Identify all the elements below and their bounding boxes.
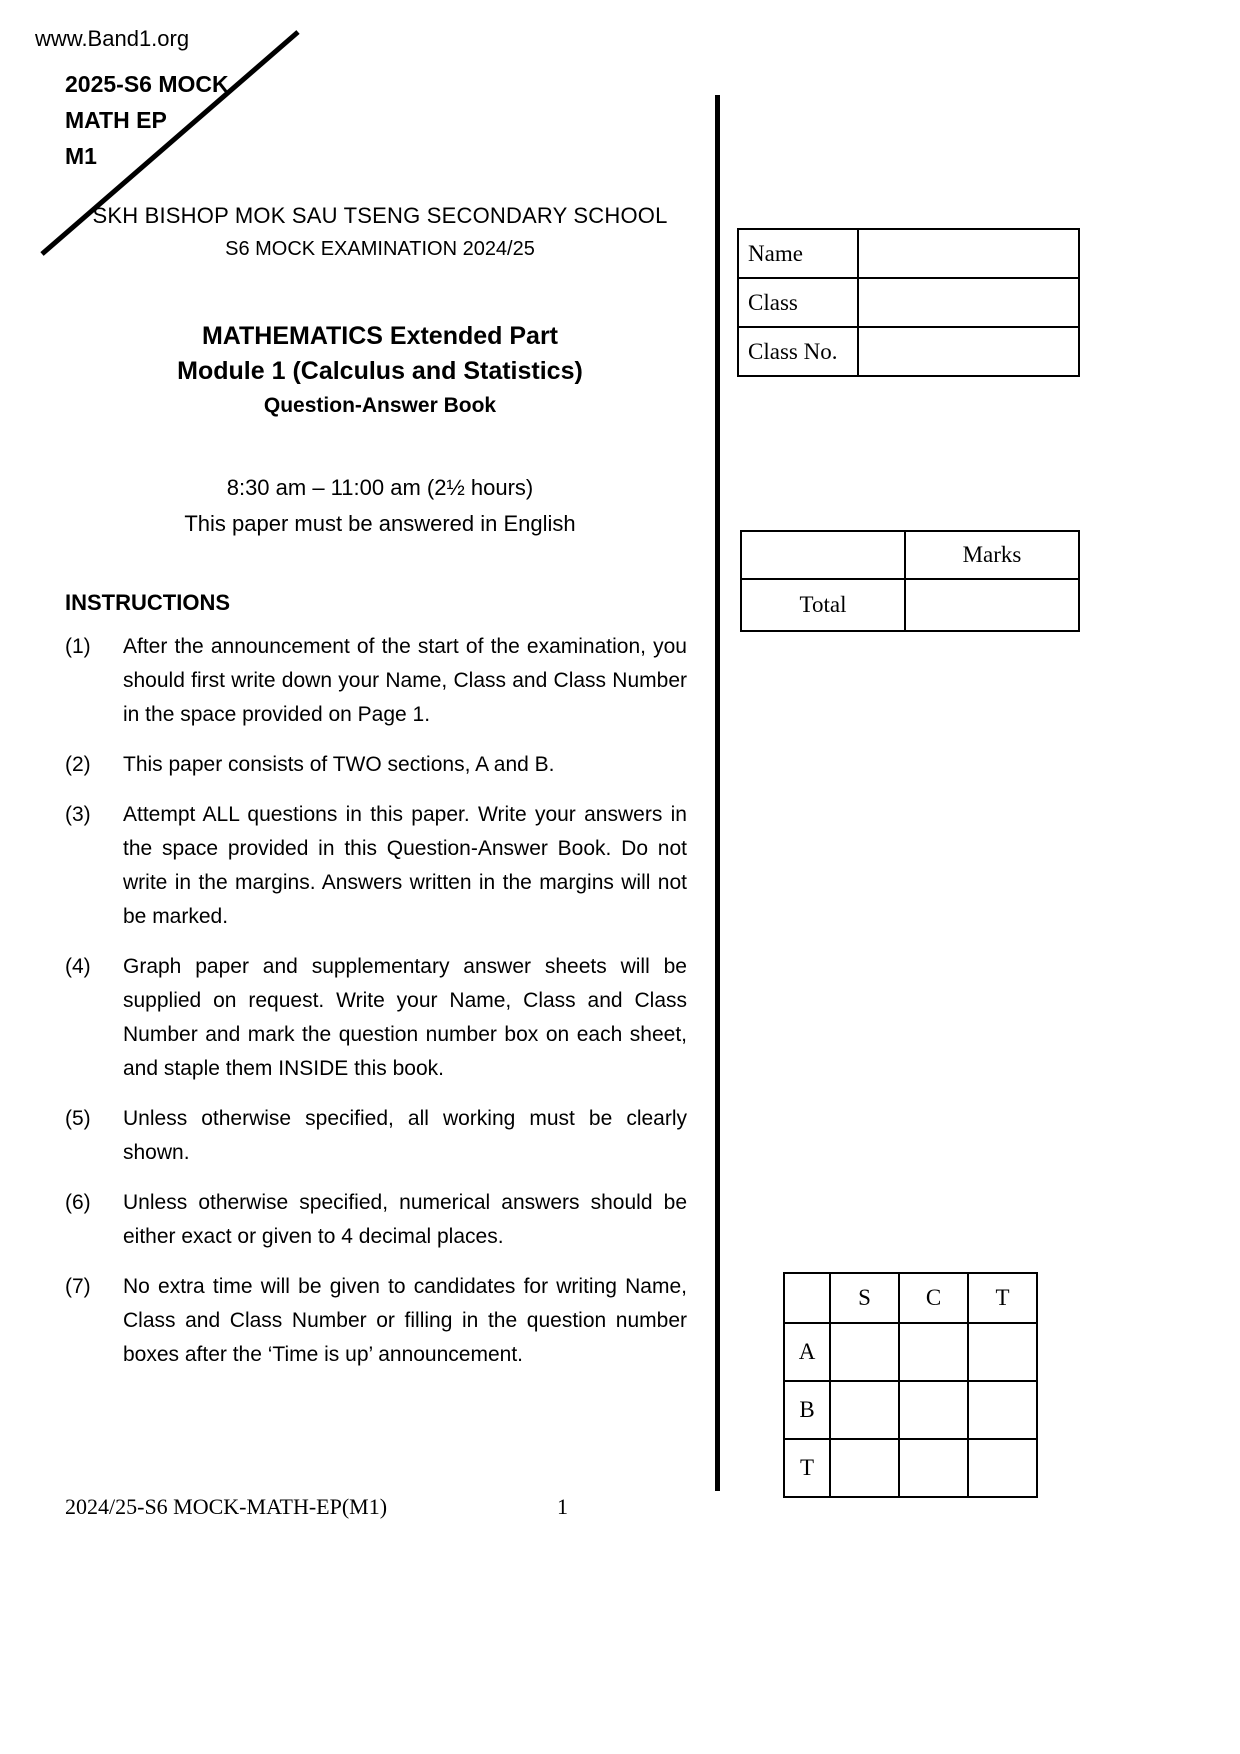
section-marks-grid <box>783 1272 1038 1498</box>
instruction-number: (5) <box>65 1107 91 1130</box>
instruction-text: Graph paper and supplementary answer sheets will be supplied on request. Write your Name, Class and Class Number and mark the question number box on each sheet, and staple them INSIDE this book. <box>123 955 687 1080</box>
time-block <box>65 470 695 542</box>
grade-blank-cell <box>830 1381 899 1439</box>
name-label: Name <box>738 229 858 278</box>
subject-title: MATHEMATICS Extended Part <box>201 322 559 350</box>
total-blank-cell <box>905 579 1079 631</box>
grade-row-a <box>784 1323 1037 1381</box>
paper-code-line3: M1 <box>65 143 97 169</box>
instruction-text: No extra time will be given to candidates for writing Name, Class and Class Number or filling in the question number boxes after the ‘Time is up’ announcement. <box>123 1275 687 1366</box>
paper-code-line2: MATH EP <box>65 107 167 133</box>
paper-code-line1: 2025-S6 MOCK <box>65 71 229 97</box>
grade-corner-cell <box>784 1273 830 1323</box>
class-no-blank-cell <box>858 327 1079 376</box>
instruction-item-1 <box>65 630 687 732</box>
instruction-item-3 <box>65 798 687 934</box>
instruction-item-7 <box>65 1270 687 1372</box>
grade-col-header-c: C <box>899 1273 968 1323</box>
total-label: Total <box>741 579 905 631</box>
instruction-text: Unless otherwise specified, numerical answers should be either exact or given to 4 decimal places. <box>123 1191 687 1248</box>
class-no-label: Class No. <box>738 327 858 376</box>
instruction-number: (3) <box>65 803 91 826</box>
grade-row-header-b: B <box>784 1381 830 1439</box>
name-blank-cell <box>858 229 1079 278</box>
exam-session-title: S6 MOCK EXAMINATION 2024/25 <box>225 238 535 260</box>
title-block <box>65 203 695 542</box>
class-blank-cell <box>858 278 1079 327</box>
marks-header-row <box>741 531 1079 579</box>
footer-document-code: 2024/25-S6 MOCK-MATH-EP(M1) <box>65 1494 388 1519</box>
footer-page-number: 1 <box>557 1494 568 1519</box>
instruction-item-5 <box>65 1102 687 1170</box>
student-info-row <box>738 229 1079 278</box>
instruction-number: (6) <box>65 1191 91 1214</box>
grade-row-header-a: A <box>784 1323 830 1381</box>
student-info-row <box>738 278 1079 327</box>
instruction-number: (1) <box>65 635 91 658</box>
student-info-table <box>737 228 1080 377</box>
marks-header-label: Marks <box>905 531 1079 579</box>
book-type-label: Question-Answer Book <box>263 394 497 417</box>
margin-divider-line <box>715 95 720 1491</box>
grade-blank-cell <box>968 1323 1037 1381</box>
instructions-heading: INSTRUCTIONS <box>65 590 230 615</box>
grade-header-row <box>784 1273 1037 1323</box>
grade-col-header-s: S <box>830 1273 899 1323</box>
grade-blank-cell <box>968 1439 1037 1497</box>
instruction-number: (4) <box>65 955 91 978</box>
watermark-url: www.Band1.org <box>35 26 190 51</box>
grade-blank-cell <box>899 1439 968 1497</box>
grade-blank-cell <box>899 1323 968 1381</box>
marks-total-row <box>741 579 1079 631</box>
language-note: This paper must be answered in English <box>184 511 576 536</box>
grade-row-b <box>784 1381 1037 1439</box>
marks-table <box>740 530 1080 632</box>
instruction-number: (7) <box>65 1275 91 1298</box>
school-name: SKH BISHOP MOK SAU TSENG SECONDARY SCHOOL <box>92 203 668 228</box>
instruction-item-2 <box>65 748 687 782</box>
instruction-item-4 <box>65 950 687 1086</box>
student-info-row <box>738 327 1079 376</box>
instruction-item-6 <box>65 1186 687 1254</box>
instruction-number: (2) <box>65 753 91 776</box>
class-label: Class <box>738 278 858 327</box>
grade-row-header-t: T <box>784 1439 830 1497</box>
instruction-text: Attempt ALL questions in this paper. Write your answers in the space provided in this Question-Answer Book. Do not write in the margins. Answers written in the margins will not be marked. <box>123 803 687 928</box>
grade-blank-cell <box>830 1323 899 1381</box>
marks-corner-cell <box>741 531 905 579</box>
grade-col-header-t: T <box>968 1273 1037 1323</box>
instruction-text: After the announcement of the start of the examination, you should first write down your Name, Class and Class Number in the space provided on Page 1. <box>123 635 687 726</box>
grade-blank-cell <box>899 1381 968 1439</box>
instruction-text: This paper consists of TWO sections, A and B. <box>123 753 555 776</box>
exam-time: 8:30 am – 11:00 am (2½ hours) <box>226 475 534 500</box>
instructions-section <box>65 590 687 1388</box>
grade-blank-cell <box>968 1381 1037 1439</box>
module-title: Module 1 (Calculus and Statistics) <box>177 357 583 385</box>
instruction-text: Unless otherwise specified, all working must be clearly shown. <box>123 1107 687 1164</box>
subject-block <box>65 319 695 418</box>
grade-blank-cell <box>830 1439 899 1497</box>
grade-row-t <box>784 1439 1037 1497</box>
